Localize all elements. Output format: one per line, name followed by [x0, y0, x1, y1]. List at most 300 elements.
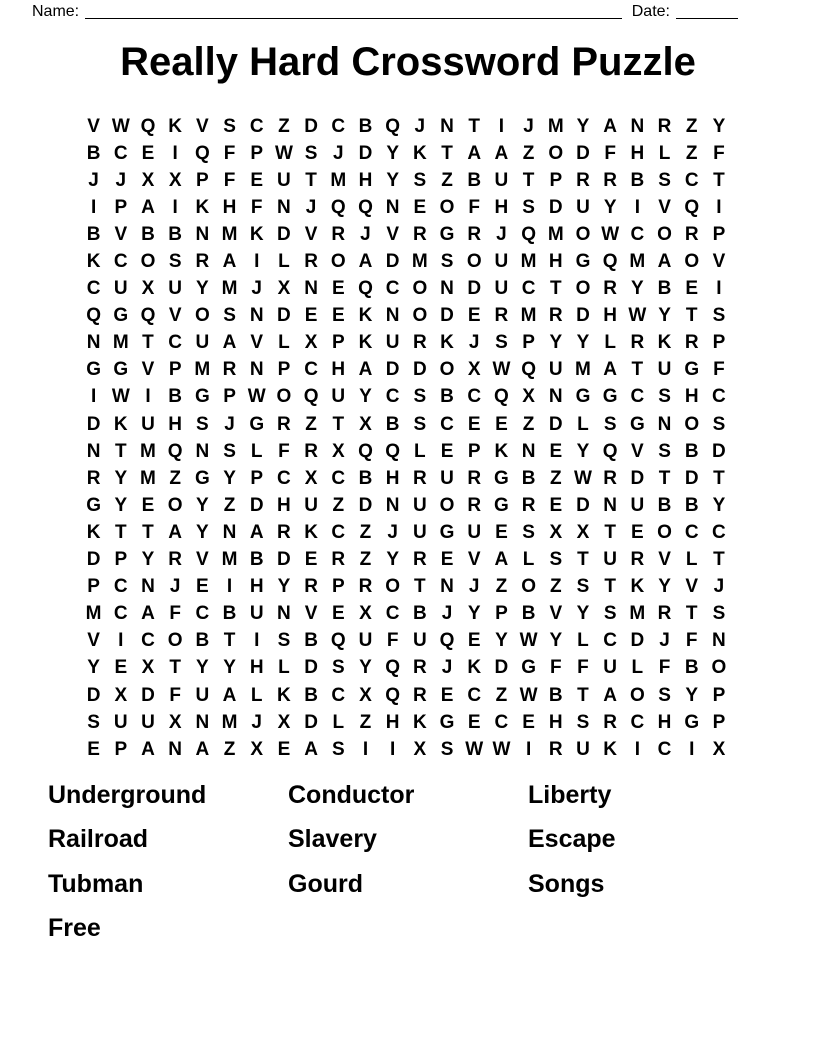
grid-letter: C — [467, 386, 482, 408]
word-list-column-2 — [288, 781, 414, 914]
grid-letter: R — [277, 521, 291, 543]
grid-letter: B — [521, 603, 536, 625]
grid-letter: A — [358, 251, 373, 273]
grid-letter: N — [440, 115, 454, 137]
grid-letter: I — [145, 386, 151, 408]
grid-letter: T — [142, 521, 154, 543]
grid-letter: C — [385, 278, 400, 300]
grid-letter: U — [494, 278, 509, 300]
grid-letter: B — [684, 494, 699, 516]
grid-letter: C — [684, 521, 699, 543]
grid-letter: Q — [330, 196, 346, 218]
grid-letter: C — [712, 386, 726, 408]
grid-letter: I — [254, 251, 260, 273]
grid-letter: T — [468, 115, 481, 137]
grid-letter: K — [249, 223, 264, 245]
grid-letter: H — [548, 251, 563, 273]
grid-letter: Y — [386, 142, 399, 164]
grid-letter: Z — [278, 115, 290, 137]
grid-letter: M — [547, 115, 564, 137]
grid-letter: S — [658, 684, 671, 706]
grid-letter: O — [684, 413, 700, 435]
grid-letter: U — [494, 169, 509, 191]
grid-letter: C — [195, 603, 210, 625]
grid-letter: R — [603, 467, 618, 489]
grid-letter: F — [604, 142, 616, 164]
grid-letter: W — [628, 305, 647, 327]
grid-letter: O — [330, 251, 346, 273]
grid-letter: X — [141, 278, 155, 300]
grid-letter: G — [575, 251, 591, 273]
grid-letter: P — [712, 684, 726, 706]
grid-letter: R — [630, 549, 645, 571]
grid-letter: J — [224, 413, 235, 435]
grid-letter: Y — [712, 494, 726, 516]
grid-letter: B — [222, 603, 237, 625]
grid-letter: S — [522, 196, 535, 218]
grid-letter: J — [305, 196, 317, 218]
grid-letter: H — [385, 711, 400, 733]
grid-letter: P — [467, 440, 481, 462]
grid-letter: U — [603, 657, 618, 679]
grid-letter: L — [332, 711, 345, 733]
grid-letter: Y — [386, 549, 399, 571]
grid-letter: X — [141, 657, 155, 679]
grid-letter: Y — [114, 467, 128, 489]
grid-letter: C — [113, 251, 128, 273]
grid-letter: S — [658, 169, 671, 191]
grid-letter: D — [358, 494, 373, 516]
grid-letter: Y — [196, 278, 209, 300]
grid-letter: X — [576, 521, 590, 543]
grid-letter: S — [576, 576, 590, 598]
grid-letter: D — [304, 115, 318, 137]
grid-letter: V — [467, 549, 481, 571]
grid-letter: S — [331, 738, 345, 760]
grid-letter: N — [521, 440, 536, 462]
grid-letter: J — [251, 711, 262, 733]
grid-letter: F — [713, 142, 725, 164]
grid-letter: Q — [330, 630, 346, 652]
grid-letter: I — [390, 738, 396, 760]
grid-letter: X — [304, 467, 318, 489]
grid-letter: C — [440, 413, 454, 435]
grid-letter: R — [412, 684, 427, 706]
grid-letter: Y — [549, 332, 563, 354]
grid-letter: B — [684, 657, 699, 679]
grid-letter: E — [440, 684, 454, 706]
grid-letter: G — [113, 359, 129, 381]
grid-letter: G — [602, 386, 618, 408]
grid-letter: V — [631, 440, 644, 462]
grid-letter: C — [603, 630, 618, 652]
grid-letter: D — [304, 711, 318, 733]
grid-letter: D — [358, 142, 373, 164]
grid-letter: A — [603, 684, 618, 706]
grid-letter: N — [195, 223, 210, 245]
grid-letter: E — [331, 305, 345, 327]
grid-letter: A — [249, 521, 264, 543]
grid-letter: A — [494, 142, 509, 164]
grid-letter: T — [713, 467, 725, 489]
grid-letter: S — [413, 386, 427, 408]
grid-letter: U — [630, 494, 645, 516]
grid-letter: T — [658, 467, 671, 489]
grid-letter: N — [86, 332, 101, 354]
grid-letter: I — [362, 738, 369, 760]
grid-letter: R — [576, 169, 590, 191]
grid-letter: B — [249, 549, 264, 571]
grid-letter: C — [712, 521, 726, 543]
grid-letter: R — [603, 169, 618, 191]
grid-letter: L — [631, 657, 644, 679]
grid-letter: E — [141, 494, 155, 516]
grid-letter: Q — [385, 115, 401, 137]
grid-letter: J — [387, 521, 398, 543]
grid-letter: R — [467, 223, 482, 245]
grid-letter: U — [576, 738, 590, 760]
grid-letter: Q — [494, 386, 509, 408]
grid-letter: E — [250, 169, 264, 191]
grid-letter: W — [111, 386, 130, 408]
name-label: Name: — [32, 3, 80, 20]
grid-letter: F — [169, 603, 181, 625]
grid-letter: J — [414, 115, 426, 137]
grid-letter: T — [631, 359, 644, 381]
grid-letter: V — [304, 603, 318, 625]
name-blank-line[interactable] — [85, 17, 622, 19]
grid-letter: S — [168, 251, 182, 273]
grid-letter: U — [494, 251, 509, 273]
grid-letter: R — [412, 223, 427, 245]
grid-letter: Z — [223, 494, 236, 516]
grid-letter: V — [549, 603, 563, 625]
grid-letter: N — [548, 386, 563, 408]
grid-letter: S — [712, 305, 726, 327]
grid-letter: K — [304, 521, 318, 543]
grid-letter: N — [195, 711, 210, 733]
grid-letter: B — [195, 630, 210, 652]
grid-letter: U — [113, 278, 128, 300]
grid-letter: D — [684, 467, 699, 489]
grid-letter: O — [629, 684, 645, 706]
grid-letter: Z — [685, 142, 698, 164]
grid-letter: R — [412, 657, 427, 679]
grid-letter: P — [114, 549, 128, 571]
grid-letter: D — [277, 223, 291, 245]
grid-letter: O — [657, 521, 672, 543]
grid-letter: K — [603, 738, 618, 760]
grid-letter: F — [685, 630, 698, 652]
grid-letter: R — [304, 251, 318, 273]
grid-letter: Z — [522, 413, 535, 435]
grid-letter: W — [247, 386, 266, 408]
grid-letter: C — [657, 738, 672, 760]
grid-letter: R — [412, 467, 427, 489]
grid-letter: B — [141, 223, 155, 245]
grid-letter: C — [249, 115, 264, 137]
grid-letter: H — [385, 467, 400, 489]
grid-letter: W — [519, 684, 538, 706]
grid-letter: P — [712, 223, 726, 245]
grid-letter: M — [140, 467, 156, 489]
grid-letter: D — [494, 657, 509, 679]
grid-letter: H — [494, 196, 509, 218]
grid-letter: J — [88, 169, 99, 191]
grid-letter: D — [277, 305, 291, 327]
grid-letter: F — [169, 684, 181, 706]
grid-letter: L — [577, 413, 589, 435]
grid-letter: P — [522, 332, 535, 354]
grid-letter: A — [168, 521, 183, 543]
grid-letter: I — [525, 738, 532, 760]
grid-letter: D — [385, 251, 400, 273]
grid-letter: B — [440, 386, 454, 408]
grid-letter: V — [250, 332, 264, 354]
grid-letter: K — [277, 684, 291, 706]
grid-letter: V — [87, 630, 100, 652]
grid-letter: M — [112, 332, 129, 354]
grid-letter: Z — [359, 521, 372, 543]
grid-letter: A — [141, 603, 155, 625]
grid-letter: H — [331, 359, 346, 381]
grid-letter: P — [87, 576, 100, 598]
grid-letter: S — [223, 305, 236, 327]
grid-letter: D — [304, 657, 318, 679]
word-item: Underground — [48, 781, 207, 809]
grid-letter: D — [277, 549, 291, 571]
grid-letter: M — [221, 278, 238, 300]
grid-letter: R — [603, 711, 618, 733]
grid-letter: A — [222, 332, 237, 354]
grid-letter: R — [630, 332, 645, 354]
grid-letter: E — [549, 440, 563, 462]
grid-letter: S — [304, 142, 318, 164]
grid-letter: E — [304, 305, 318, 327]
grid-letter: I — [498, 115, 505, 137]
grid-letter: N — [277, 196, 291, 218]
grid-letter: C — [684, 169, 699, 191]
grid-letter: E — [631, 521, 644, 543]
grid-letter: E — [196, 576, 209, 598]
grid-letter: O — [575, 278, 591, 300]
grid-letter: V — [196, 549, 209, 571]
grid-letter: E — [440, 440, 454, 462]
grid-letter: G — [684, 711, 700, 733]
grid-letter: C — [521, 278, 536, 300]
grid-letter: Q — [385, 657, 401, 679]
grid-letter: M — [520, 251, 537, 273]
grid-letter: N — [195, 440, 210, 462]
grid-letter: R — [494, 305, 509, 327]
grid-letter: Q — [358, 196, 373, 218]
grid-letter: V — [114, 223, 128, 245]
grid-letter: F — [549, 657, 562, 679]
grid-letter: H — [358, 169, 373, 191]
grid-letter: G — [194, 467, 210, 489]
grid-letter: X — [168, 169, 182, 191]
grid-letter: I — [226, 576, 233, 598]
grid-letter: U — [412, 494, 427, 516]
grid-letter: R — [331, 223, 346, 245]
grid-letter: B — [86, 142, 101, 164]
grid-letter: T — [549, 278, 562, 300]
grid-letter: Z — [223, 738, 236, 760]
grid-letter: G — [575, 386, 591, 408]
grid-letter: P — [196, 169, 209, 191]
grid-letter: S — [603, 413, 617, 435]
grid-letter: C — [304, 359, 318, 381]
grid-letter: T — [713, 549, 725, 571]
grid-letter: U — [113, 711, 128, 733]
grid-letter: W — [274, 142, 293, 164]
grid-letter: V — [196, 115, 209, 137]
grid-letter: A — [467, 142, 482, 164]
grid-letter: R — [277, 413, 291, 435]
grid-letter: Q — [684, 196, 700, 218]
grid-letter: L — [685, 549, 698, 571]
grid-letter: Y — [631, 278, 644, 300]
grid-letter: S — [413, 413, 427, 435]
grid-letter: U — [195, 332, 210, 354]
grid-letter: W — [492, 738, 511, 760]
grid-letter: D — [86, 549, 101, 571]
grid-letter: I — [118, 630, 124, 652]
grid-letter: O — [521, 576, 536, 598]
grid-letter: O — [548, 142, 564, 164]
grid-letter: D — [576, 305, 590, 327]
grid-letter: A — [141, 738, 155, 760]
grid-letter: T — [114, 521, 127, 543]
grid-letter: S — [223, 115, 236, 137]
grid-letter: L — [250, 684, 263, 706]
grid-letter: Y — [603, 196, 617, 218]
grid-letter: M — [221, 549, 238, 571]
grid-letter: X — [250, 738, 264, 760]
word-item: Conductor — [288, 781, 415, 809]
grid-letter: Z — [332, 494, 345, 516]
grid-letter: X — [168, 711, 182, 733]
grid-letter: E — [549, 494, 563, 516]
grid-letter: S — [549, 549, 563, 571]
grid-letter: K — [86, 251, 101, 273]
grid-letter: I — [90, 386, 97, 408]
grid-letter: X — [522, 386, 535, 408]
grid-letter: G — [521, 657, 536, 679]
grid-letter: O — [412, 305, 428, 327]
grid-letter: T — [685, 603, 698, 625]
grid-letter: A — [141, 196, 155, 218]
grid-letter: K — [494, 440, 509, 462]
grid-letter: L — [414, 440, 426, 462]
grid-letter: Q — [303, 386, 319, 408]
grid-letter: P — [114, 196, 128, 218]
grid-letter: X — [467, 359, 481, 381]
grid-letter: V — [658, 549, 671, 571]
grid-letter: Y — [549, 630, 563, 652]
grid-letter: N — [657, 413, 672, 435]
grid-letter: U — [412, 521, 427, 543]
grid-letter: Q — [358, 278, 373, 300]
grid-letter: M — [221, 711, 238, 733]
grid-letter: J — [441, 657, 453, 679]
grid-letter: F — [250, 196, 263, 218]
grid-letter: J — [659, 630, 670, 652]
grid-letter: S — [658, 386, 671, 408]
grid-letter: S — [440, 738, 454, 760]
grid-letter: N — [277, 603, 291, 625]
grid-letter: X — [277, 711, 291, 733]
grid-letter: C — [385, 603, 400, 625]
grid-letter: Y — [141, 549, 155, 571]
grid-letter: U — [385, 332, 400, 354]
grid-letter: N — [86, 440, 101, 462]
grid-letter: I — [716, 278, 722, 300]
grid-letter: Z — [169, 467, 181, 489]
grid-letter: D — [467, 278, 482, 300]
grid-letter: Q — [521, 359, 536, 381]
grid-letter: X — [413, 738, 427, 760]
date-blank-line[interactable] — [676, 17, 738, 19]
grid-letter: M — [330, 169, 347, 191]
grid-letter: R — [684, 223, 699, 245]
grid-letter: X — [359, 413, 372, 435]
grid-letter: F — [223, 169, 236, 191]
grid-letter: X — [359, 684, 372, 706]
grid-letter: X — [712, 738, 726, 760]
grid-letter: U — [277, 169, 291, 191]
grid-letter: Q — [194, 142, 210, 164]
grid-letter: Z — [549, 467, 562, 489]
grid-letter: B — [467, 169, 482, 191]
grid-letter: C — [113, 576, 128, 598]
grid-letter: T — [604, 521, 616, 543]
grid-letter: Y — [495, 630, 508, 652]
grid-letter: F — [386, 630, 399, 652]
grid-letter: E — [467, 711, 481, 733]
grid-letter: V — [168, 305, 182, 327]
grid-letter: I — [172, 142, 178, 164]
grid-letter: R — [548, 738, 563, 760]
grid-letter: H — [630, 142, 645, 164]
date-label: Date: — [631, 3, 670, 20]
grid-letter: C — [467, 684, 482, 706]
grid-letter: R — [86, 467, 101, 489]
grid-letter: C — [277, 467, 291, 489]
grid-letter: Y — [467, 603, 481, 625]
grid-letter: Y — [114, 494, 128, 516]
grid-letter: T — [577, 549, 589, 571]
grid-letter: O — [684, 251, 700, 273]
grid-letter: C — [630, 711, 645, 733]
word-search-grid — [80, 113, 733, 763]
grid-letter: B — [358, 115, 373, 137]
word-item: Gourd — [288, 869, 363, 898]
grid-letter: R — [684, 332, 699, 354]
grid-letter: S — [196, 413, 209, 435]
grid-letter: U — [548, 359, 563, 381]
grid-letter: W — [601, 223, 620, 245]
grid-letter: I — [634, 738, 640, 760]
grid-letter: R — [358, 576, 373, 598]
grid-letter: N — [385, 196, 400, 218]
grid-letter: Q — [521, 223, 536, 245]
grid-letter: I — [689, 738, 695, 760]
grid-letter: S — [277, 630, 291, 652]
grid-letter: P — [250, 467, 264, 489]
grid-letter: G — [113, 305, 129, 327]
grid-letter: D — [412, 359, 427, 381]
